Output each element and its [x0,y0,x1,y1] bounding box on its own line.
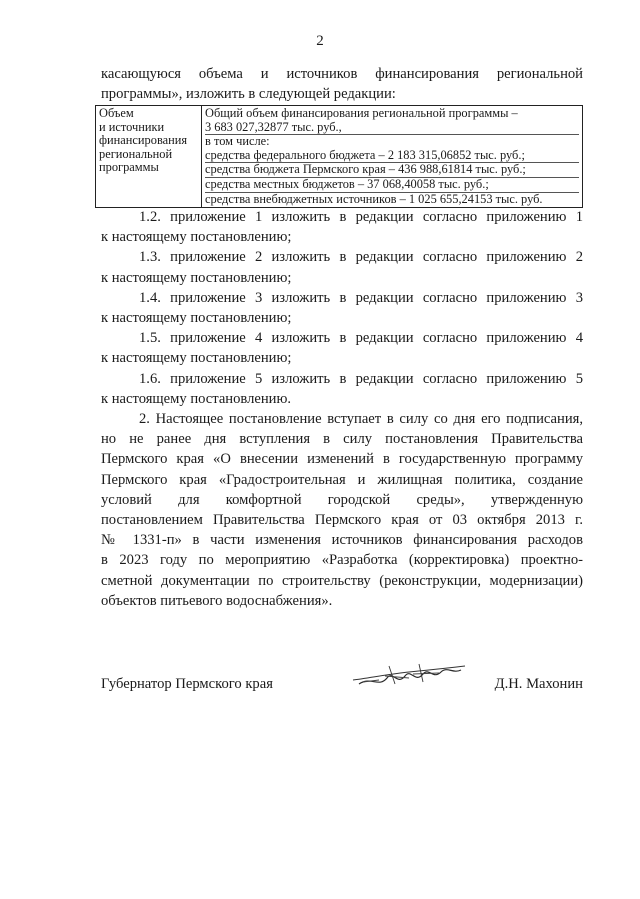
section-2-line: но не ранее дня вступления в силу постановления Правительства [101,431,583,448]
value-line: Общий объем финансирования региональной программы – [205,106,518,120]
handwritten-signature [349,658,469,694]
value-line: в том числе: [205,134,270,149]
item-text: 1.4. приложение 3 изложить в редакции согласно приложению 3 [139,289,583,306]
signatory-name: Д.Н. Махонин [494,676,583,692]
section-2-line: Пермского края «О внесении изменений в государственную программу [101,451,583,468]
intro-line-2: программы», изложить в следующей редакции: [101,86,396,102]
label-line: и источники [99,119,165,134]
label-line: региональной [99,146,173,161]
item-1-4 [101,288,583,328]
value-line: 3 683 027,32877 тыс. руб., [205,121,579,136]
program-funding-table [95,105,583,208]
value-line: средства местных бюджетов – 37 068,40058 тыс. руб.; [205,178,579,193]
section-2-line: сметной документации по строительству (реконструкции, модернизации) [101,572,583,589]
section-2-line: 2. Настоящее постановление вступает в силу со дня его подписания, [139,411,583,428]
page-number: 2 [316,33,324,49]
table-row [96,106,583,208]
intro-line-1: касающуюся объема и источников финансирования региональной [101,66,583,82]
item-text: 1.5. приложение 4 изложить в редакции согласно приложению 4 [139,330,583,347]
item-text-cont: к настоящему постановлению; [101,310,292,327]
intro-text [101,64,583,104]
item-1-6 [101,369,583,409]
section-2-line: Пермского края «Градостроительная и жилищная политика, создание [101,471,583,488]
value-line: средства федерального бюджета – 2 183 315,06852 тыс. руб.; [205,149,579,164]
item-text: 1.6. приложение 5 изложить в редакции согласно приложению 5 [139,370,583,387]
item-text-cont: к настоящему постановлению; [101,350,292,367]
section-2-line: № 1331-п» в части изменения источников финансирования расходов [101,532,583,549]
section-2-line: в 2023 году по мероприятию «Разработка (корректировка) проектно- [101,552,583,569]
item-text-cont: к настоящему постановлению; [101,269,292,286]
value-line: средства внебюджетных источников – 1 025 655,24153 тыс. руб. [205,191,543,206]
section-2-line: условий для комфортной городской среды», утвержденную [101,491,583,508]
document-body [101,207,583,611]
table-value-cell [202,106,583,208]
label-line: Объем [99,106,134,120]
section-2-line: постановлением Правительства Пермского края от 03 октября 2013 г. [101,512,583,529]
item-1-5 [101,328,583,368]
item-text-cont: к настоящему постановлению. [101,390,292,407]
value-line: средства бюджета Пермского края – 436 988,61814 тыс. руб.; [205,163,579,178]
item-text-cont: к настоящему постановлению; [101,229,292,246]
signatory-position: Губернатор Пермского края [101,676,273,692]
section-2-line: объектов питьевого водоснабжения». [101,592,333,609]
label-line: финансирования [99,133,188,148]
item-1-3 [101,247,583,287]
signature-block [101,670,583,700]
label-line: программы [99,160,159,175]
item-text: 1.3. приложение 2 изложить в редакции согласно приложению 2 [139,249,583,266]
item-1-2 [101,207,583,247]
table-label-cell [96,106,202,208]
section-2-paragraph [101,409,583,611]
item-text: 1.2. приложение 1 изложить в редакции согласно приложению 1 [139,209,583,225]
